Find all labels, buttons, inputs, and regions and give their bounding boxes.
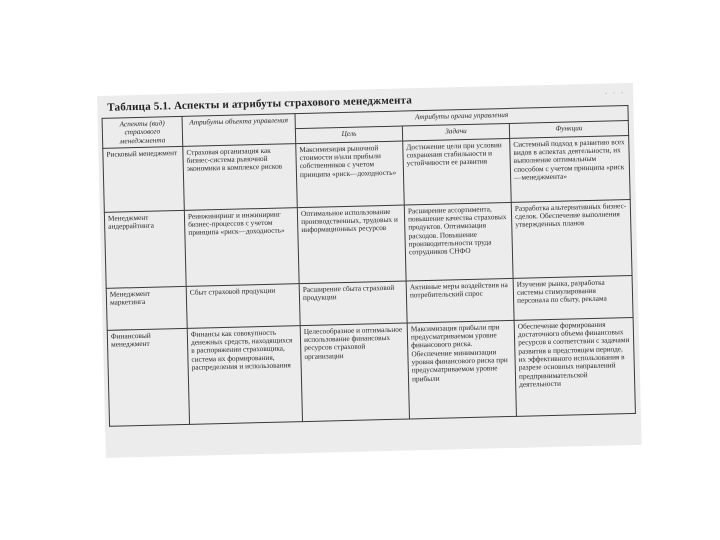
row-aspect: Менеджмент маркетинга bbox=[106, 286, 187, 330]
row-tasks: Расширение ассортимента, повышение качества страховых продуктов. Оптимизация расходов. Повышение производительности труда сотрудников СНФО bbox=[404, 202, 513, 281]
page-marker: . . . bbox=[604, 86, 626, 96]
row-goal: Целесообразное и оптимальное использование финансовых ресурсов страховой организации bbox=[300, 323, 409, 422]
scanned-page bbox=[97, 83, 642, 458]
row-aspect: Рисковый менеджмент bbox=[103, 146, 185, 212]
table-row bbox=[107, 317, 635, 426]
row-functions: Обеспечение формирования достаточного объема финансовых ресурсов в соответствии с задачами развития в предстоящем периоде, их эффективного использования в разрезе основных направлений предпринимательской деятельности bbox=[514, 317, 635, 416]
row-functions: Системный подход к развитию всех видов в аспектах деятельности, их выполнение оптимальным способом с учетом принципа «риск—менеджмента» bbox=[510, 135, 631, 202]
row-goal: Расширение сбыта страховой продукции bbox=[299, 281, 407, 326]
row-functions: Разработка альтернативных бизнес-сделок. Обеспечение выполнения утвержденных планов bbox=[511, 199, 632, 278]
row-object: Реинжиниринг и инжиниринг бизнес-процессов с учетом принципа «риск—доходность» bbox=[184, 208, 299, 287]
header-goal: Цель bbox=[295, 126, 402, 144]
row-object: Финансы как совокупность денежных средств, находящихся в распоряжении страховщика, система их формирования, распределения и использования bbox=[187, 325, 302, 424]
table-caption: Таблица 5.1. Аспекты и атрибуты страхового менеджмента bbox=[107, 94, 413, 114]
row-goal: Оптимальное использование производственных, трудовых и информационных ресурсов bbox=[297, 205, 406, 284]
header-functions: Функции bbox=[509, 121, 628, 139]
row-aspect: Финансовый менеджмент bbox=[107, 328, 189, 426]
row-object: Страховая организация как бизнес-система рыночной экономики в комплексе рисков bbox=[183, 144, 298, 211]
header-object-attributes: Атрибуты объекта управления bbox=[182, 114, 296, 147]
header-organ-attributes: Атрибуты органа управления bbox=[295, 106, 628, 129]
header-tasks: Задачи bbox=[402, 123, 509, 141]
insurance-management-table bbox=[102, 105, 636, 427]
row-functions: Изучение рынка, разработка системы стимулирования персонала по сбыту, реклама bbox=[513, 275, 633, 320]
row-tasks: Активные меры воздействия на потребительский спрос bbox=[406, 278, 514, 323]
row-tasks: Максимизация прибыли при предусматриваемом уровне финансового риска. Обеспечение минимизации уровня финансового риска при предусматриваемом уровне прибыли bbox=[407, 320, 516, 419]
row-tasks: Достижение цели при условии сохранения стабильности и устойчивости ее развития bbox=[403, 138, 512, 205]
row-aspect: Менеджмент андеррайтинга bbox=[104, 210, 186, 288]
header-aspect: Аспекты (вид) страхового менеджмента bbox=[102, 116, 183, 148]
row-object: Сбыт страховой продукции bbox=[186, 284, 300, 329]
row-goal: Максимизация рыночной стоимости и/или прибыли собственников с учетом принципа «риск—доходность» bbox=[296, 141, 405, 208]
table-row bbox=[104, 199, 632, 288]
